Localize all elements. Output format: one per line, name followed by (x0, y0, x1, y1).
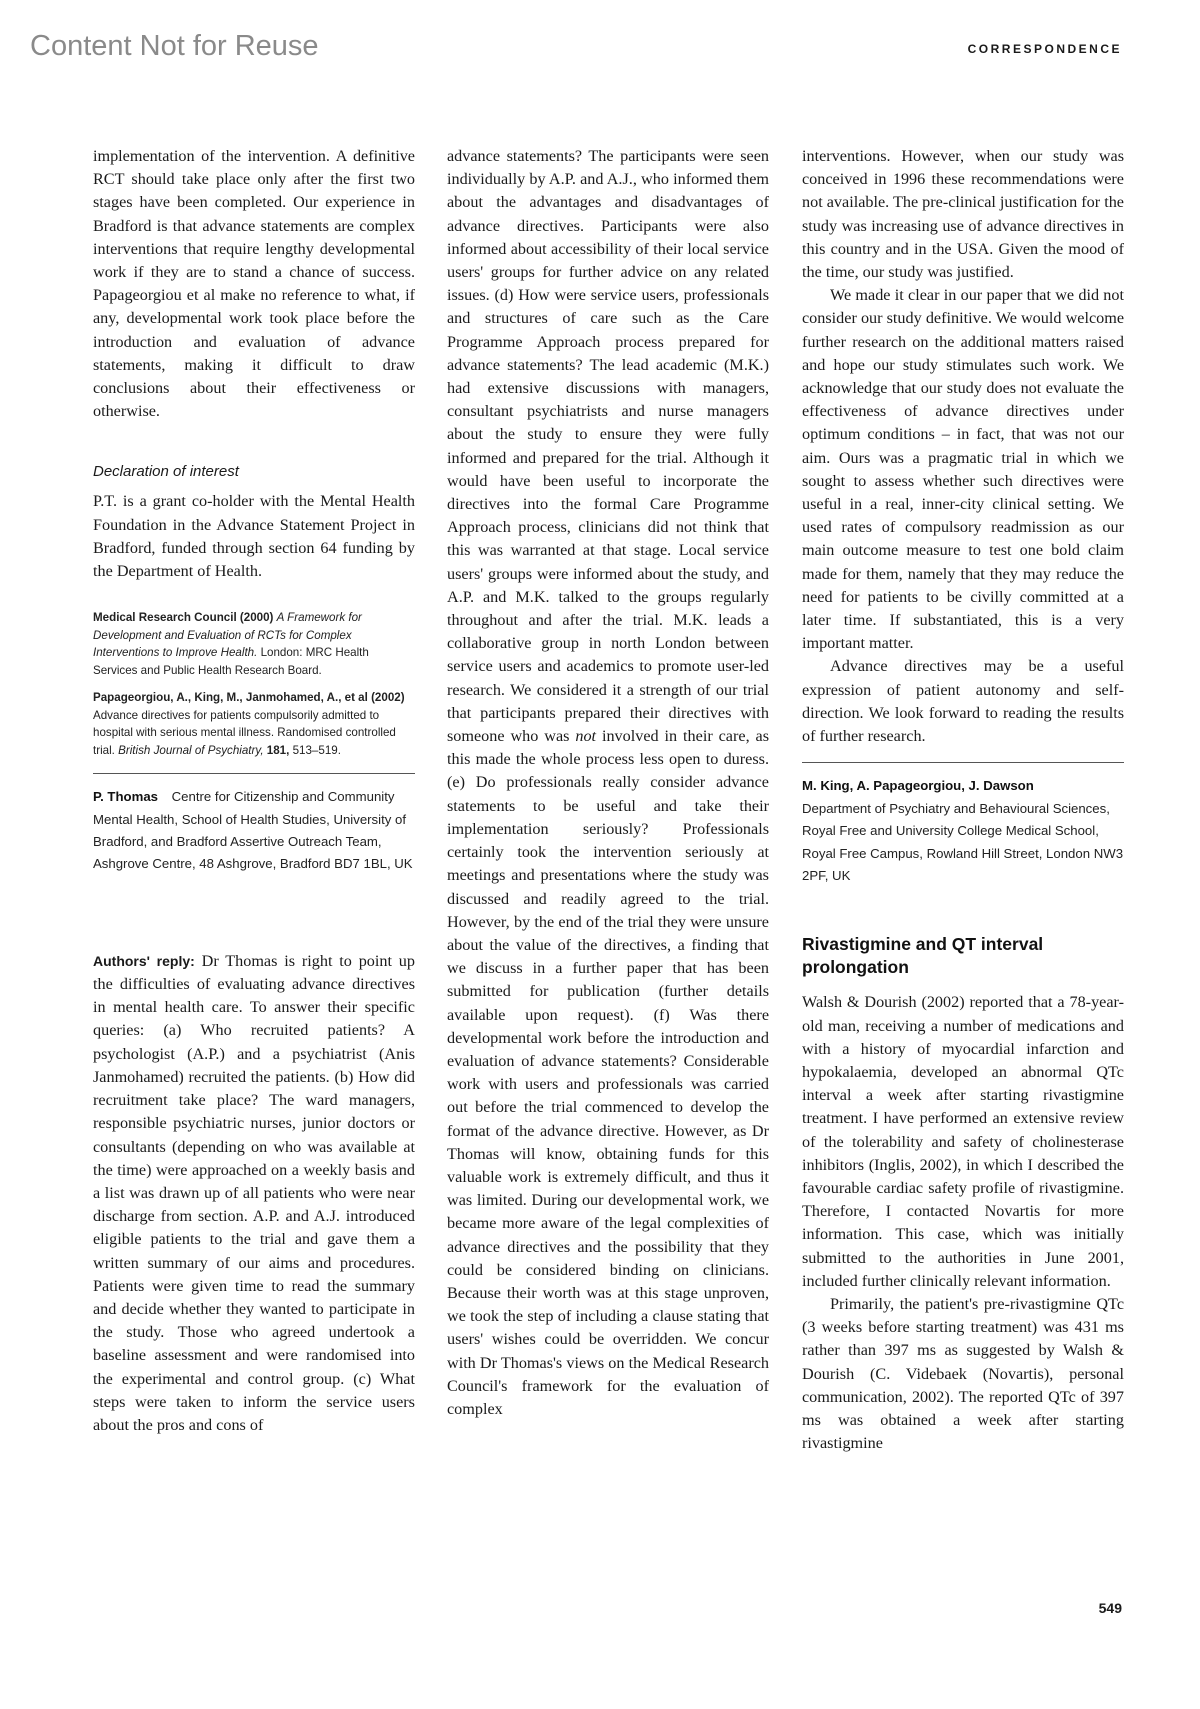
reference-authors: Papageorgiou, A., King, M., Janmohamed, A., et al (2002) (93, 691, 405, 705)
paragraph: Primarily, the patient's pre-rivastigmine QTc (3 weeks before starting treatment) was 431 ms rather than 397 ms as suggested by Walsh & Dourish (C. Videbaek (Novartis), personal communication, 2002). The reported QTc of 397 ms was obtained a week after starting rivastigmine (802, 1294, 1124, 1453)
reply-lead-in: Authors' reply: (93, 952, 195, 969)
paragraph: implementation of the intervention. A definitive RCT should take place only after the first two stages have been completed. Our experience in Bradford is that advance statements are complex interventions that require lengthy developmental work if they are to stand a chance of success. Papageorgiou et al make no reference to what, if any, developmental work took place before the introduction and evaluation of advance statements, making it difficult to draw conclusions about their effectiveness or otherwise. (93, 147, 415, 421)
divider (93, 773, 415, 774)
declaration-text: P.T. is a grant co-holder with the Mental Health Foundation in the Advance Statement Project in Bradford, funded through section 64 funding by the Department of Health. (93, 492, 415, 581)
watermark: Content Not for Reuse (30, 30, 319, 62)
reply-author-block (802, 775, 1124, 887)
paragraph (447, 145, 769, 1421)
reply-authors: M. King, A. Papageorgiou, J. Dawson (802, 778, 1034, 794)
reference-title: Advance directives for patients compulsorily admitted to hospital with serious mental illness. Randomised controlled trial. (93, 708, 396, 757)
article-title: Rivastigmine and QT interval prolongation (802, 934, 1044, 978)
paragraph: interventions. However, when our study was conceived in 1996 these recommendations were not available. The pre-clinical justification for the study was increasing use of advance directives in this country and in the USA. Given the mood of the time, our study was justified. (802, 147, 1124, 282)
reply-address: Department of Psychiatry and Behavioural Sciences, Royal Free and University College Medical School, Royal Free Campus, Rowland Hill Street, London NW3 2PF, UK (802, 800, 1124, 883)
text-segment: involved in their care, as this made the whole process less open to duress. (e) Do professionals really consider advance statements to be useful and take their implementation seriously? Professionals certainly took the intervention seriously at meetings and presentations where the study was discussed and readily agreed to the trial. However, by the end of the trial they were unsure about the value of the directives, a finding that we discuss in a further paper that has been submitted for publication (further details available upon request). (f) Was there developmental work before the introduction and evaluation of advance statements? Considerable work with users and professionals was carried out before the trial commenced to develop the format of the advance directive. However, as Dr Thomas will know, obtaining funds for this valuable work is extremely difficult, and thus it was limited. During our developmental work, we became more aware of the legal complexities of advance directives and the possibility that they could be considered binding on clinicians. Because their worth was at this stage unproven, we took the step of including a clause stating that users' wishes could be overridden. We concur with Dr Thomas's views on the Medical Research Council's framework for the evaluation of complex (447, 727, 770, 1418)
author-name: P. Thomas (93, 789, 158, 805)
text-segment: advance statements? The participants were seen individually by A.P. and A.J., who informed them about the advantages and disadvantages of advance directives. Participants were also informed about accessibility of their local service users' groups for further advice on any related issues. (d) How were service users, professionals and structures of care such as the Care Programme Approach process prepared for advance statements? The lead academic (M.K.) had extensive discussions with managers, consultant psychiatrists and nurse managers about the study to ensure they were fully informed and prepared for the trial. Although it would have been useful to incorporate the directives into the formal Care Programme Approach process, clinicians did not think that this was warranted at that stage. Local service users' groups were informed about the study, and A.P. and M.K. talked to the groups regularly throughout and after the trial. M.K. leads a collaborative group in north London between service users and academics to promote user-led research. We considered it a strength of our trial that participants prepared their directives with someone who was (447, 147, 769, 746)
reference-title: A Framework for Development and Evaluation of RCTs for Complex Interventions to Improve Health. (93, 611, 362, 660)
declaration-heading: Declaration of interest (93, 463, 239, 481)
column-1 (93, 145, 415, 1437)
reference-volume: 181, (266, 743, 290, 757)
paragraph: We made it clear in our paper that we did not consider our study definitive. We would welcome further research on the additional matters raised and hope our study stimulates such work. We acknowledge that our study does not evaluate the effectiveness of advance directives under optimum conditions – in fact, that was not our aim. Ours was a pragmatic trial in which we sought to assess whether such directives were useful in a real, inner-city clinical setting. We used rates of compulsory readmission as our main outcome measure to test one bold claim made for them, namely that they may reduce the need for patients to be civilly committed at a later time. If substantiated, this is a very important matter. (802, 286, 1124, 653)
authors-reply (93, 950, 415, 1437)
author-block (93, 786, 415, 876)
reply-text: Dr Thomas is right to point up the difficulties of evaluating advance directives in mental health care. To answer their specific queries: (a) Who recruited patients? A psychologist (A.P.) and a psychiatrist (Anis Janmohamed) recruited the patients. (b) How did recruitment take place? The ward managers, responsible psychiatric nurses, junior doctors or consultants (depending on who was available at the time) were approached on a weekly basis and a list was drawn up of all patients who were near discharge from section. A.P. and A.J. introduced eligible patients to the trial and gave them a written summary of our aims and procedures. Patients were given time to read the summary and decide whether they wanted to participate in the study. Those who agreed undertook a baseline assessment and were randomised into the experimental and control group. (c) What steps were taken to inform the service users about the pros and cons of (93, 951, 415, 1434)
column-2 (447, 145, 769, 1421)
emphasis: not (575, 727, 597, 746)
reference (93, 609, 415, 679)
reference-rest: London: MRC Health Services and Public Health Research Board. (93, 646, 369, 677)
reference-pages: 513–519. (292, 743, 341, 757)
reference-journal: British Journal of Psychiatry, (118, 743, 264, 757)
reference-authors: Medical Research Council (2000) (93, 611, 274, 625)
reference (93, 689, 415, 759)
section-label: CORRESPONDENCE (967, 42, 1122, 56)
divider (802, 762, 1124, 763)
paragraph: Advance directives may be a useful expression of patient autonomy and self-direction. We look forward to reading the results of further research. (802, 657, 1124, 746)
paragraph: Walsh & Dourish (2002) reported that a 78-year-old man, receiving a number of medications and with a history of myocardial infarction and hypokalaemia, developed an abnormal QTc interval a week after starting rivastigmine treatment. I have performed an extensive review of the tolerability and safety of cholinesterase inhibitors (Inglis, 2002), in which I described the favourable cardiac safety profile of rivastigmine. Therefore, I contacted Novartis for more information. This case, which was initially submitted to the authorities in June 2001, included further clinically relevant information. (802, 993, 1124, 1290)
column-3 (802, 145, 1124, 1455)
author-address: Centre for Citizenship and Community Mental Health, School of Health Studies, University of Bradford, and Bradford Assertive Outreach Team, Ashgrove Centre, 48 Ashgrove, Bradford BD7 1BL, UK (93, 789, 413, 872)
page-number: 549 (1098, 1600, 1122, 1616)
